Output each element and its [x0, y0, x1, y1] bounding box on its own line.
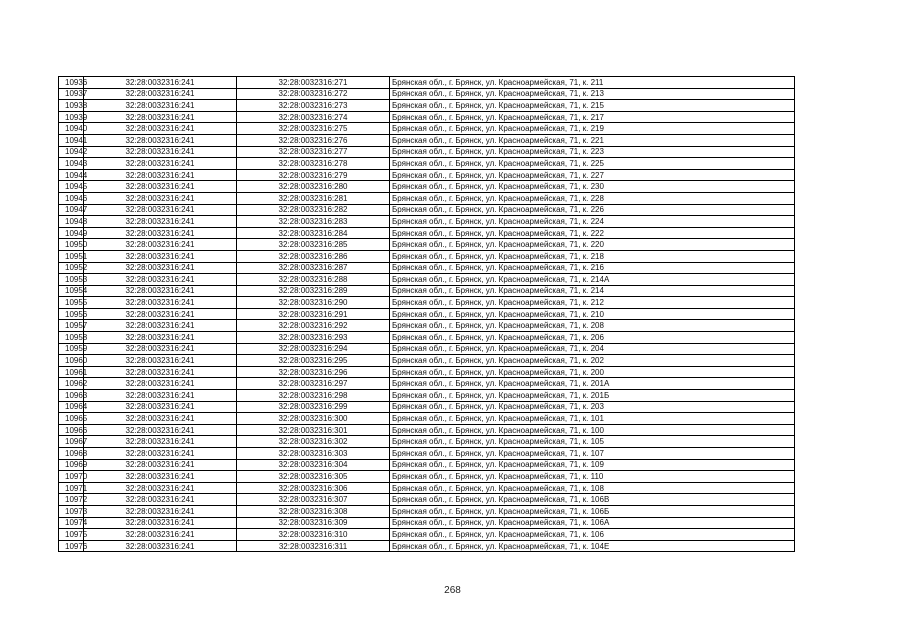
- address-cell: Брянская обл., г. Брянск, ул. Красноармейская, 71, к. 223: [390, 146, 795, 158]
- address-cell: Брянская обл., г. Брянск, ул. Красноармейская, 71, к. 204: [390, 343, 795, 355]
- cadastral-number-cell: 32:28:0032316:302: [237, 436, 390, 448]
- cadastral-number-cell: 32:28:0032316:282: [237, 204, 390, 216]
- table-row: [59, 204, 795, 216]
- cadastral-number-cell: 32:28:0032316:288: [237, 274, 390, 286]
- cadastral-number-cell: 32:28:0032316:308: [237, 505, 390, 517]
- table-row: [59, 308, 795, 320]
- parent-cadastral-number-cell: 32:28:0032316:241: [84, 134, 237, 146]
- table-row: [59, 343, 795, 355]
- table-row: [59, 192, 795, 204]
- table-row: [59, 274, 795, 286]
- address-cell: Брянская обл., г. Брянск, ул. Красноармейская, 71, к. 203: [390, 401, 795, 413]
- cadastral-number-cell: 32:28:0032316:278: [237, 158, 390, 170]
- table-row: [59, 123, 795, 135]
- table-row: [59, 134, 795, 146]
- parent-cadastral-number-cell: 32:28:0032316:241: [84, 436, 237, 448]
- address-cell: Брянская обл., г. Брянск, ул. Красноармейская, 71, к. 228: [390, 192, 795, 204]
- row-number-cell: 10948: [59, 216, 84, 228]
- address-cell: Брянская обл., г. Брянск, ул. Красноармейская, 71, к. 106А: [390, 517, 795, 529]
- parent-cadastral-number-cell: 32:28:0032316:241: [84, 262, 237, 274]
- parent-cadastral-number-cell: 32:28:0032316:241: [84, 494, 237, 506]
- cadastral-number-cell: 32:28:0032316:300: [237, 413, 390, 425]
- address-cell: Брянская обл., г. Брянск, ул. Красноармейская, 71, к. 219: [390, 123, 795, 135]
- address-cell: Брянская обл., г. Брянск, ул. Красноармейская, 71, к. 100: [390, 424, 795, 436]
- row-number-cell: 10968: [59, 448, 84, 460]
- address-cell: Брянская обл., г. Брянск, ул. Красноармейская, 71, к. 210: [390, 308, 795, 320]
- parent-cadastral-number-cell: 32:28:0032316:241: [84, 448, 237, 460]
- table-row: [59, 169, 795, 181]
- row-number-cell: 10962: [59, 378, 84, 390]
- address-cell: Брянская обл., г. Брянск, ул. Красноармейская, 71, к. 208: [390, 320, 795, 332]
- table-row: [59, 262, 795, 274]
- cadastral-number-cell: 32:28:0032316:303: [237, 448, 390, 460]
- cadastral-number-cell: 32:28:0032316:289: [237, 285, 390, 297]
- row-number-cell: 10963: [59, 390, 84, 402]
- cadastral-number-cell: 32:28:0032316:277: [237, 146, 390, 158]
- address-cell: Брянская обл., г. Брянск, ул. Красноармейская, 71, к. 227: [390, 169, 795, 181]
- address-cell: Брянская обл., г. Брянск, ул. Красноармейская, 71, к. 225: [390, 158, 795, 170]
- row-number-cell: 10951: [59, 250, 84, 262]
- cadastral-number-cell: 32:28:0032316:276: [237, 134, 390, 146]
- address-cell: Брянская обл., г. Брянск, ул. Красноармейская, 71, к. 224: [390, 216, 795, 228]
- cadastral-number-cell: 32:28:0032316:285: [237, 239, 390, 251]
- address-cell: Брянская обл., г. Брянск, ул. Красноармейская, 71, к. 213: [390, 88, 795, 100]
- row-number-cell: 10939: [59, 111, 84, 123]
- row-number-cell: 10953: [59, 274, 84, 286]
- table-row: [59, 424, 795, 436]
- parent-cadastral-number-cell: 32:28:0032316:241: [84, 308, 237, 320]
- cadastral-number-cell: 32:28:0032316:309: [237, 517, 390, 529]
- table-row: [59, 181, 795, 193]
- parent-cadastral-number-cell: 32:28:0032316:241: [84, 343, 237, 355]
- row-number-cell: 10971: [59, 482, 84, 494]
- row-number-cell: 10941: [59, 134, 84, 146]
- table-row: [59, 459, 795, 471]
- records-table: [58, 76, 795, 552]
- records-body: [59, 77, 795, 552]
- cadastral-number-cell: 32:28:0032316:310: [237, 529, 390, 541]
- address-cell: Брянская обл., г. Брянск, ул. Красноармейская, 71, к. 222: [390, 227, 795, 239]
- parent-cadastral-number-cell: 32:28:0032316:241: [84, 471, 237, 483]
- table-row: [59, 355, 795, 367]
- cadastral-number-cell: 32:28:0032316:304: [237, 459, 390, 471]
- parent-cadastral-number-cell: 32:28:0032316:241: [84, 146, 237, 158]
- cadastral-number-cell: 32:28:0032316:296: [237, 366, 390, 378]
- row-number-cell: 10958: [59, 332, 84, 344]
- table-row: [59, 88, 795, 100]
- row-number-cell: 10950: [59, 239, 84, 251]
- cadastral-number-cell: 32:28:0032316:274: [237, 111, 390, 123]
- parent-cadastral-number-cell: 32:28:0032316:241: [84, 216, 237, 228]
- cadastral-number-cell: 32:28:0032316:271: [237, 77, 390, 89]
- cadastral-number-cell: 32:28:0032316:294: [237, 343, 390, 355]
- parent-cadastral-number-cell: 32:28:0032316:241: [84, 297, 237, 309]
- row-number-cell: 10972: [59, 494, 84, 506]
- cadastral-number-cell: 32:28:0032316:295: [237, 355, 390, 367]
- row-number-cell: 10967: [59, 436, 84, 448]
- row-number-cell: 10969: [59, 459, 84, 471]
- parent-cadastral-number-cell: 32:28:0032316:241: [84, 413, 237, 425]
- parent-cadastral-number-cell: 32:28:0032316:241: [84, 505, 237, 517]
- parent-cadastral-number-cell: 32:28:0032316:241: [84, 285, 237, 297]
- table-row: [59, 448, 795, 460]
- row-number-cell: 10959: [59, 343, 84, 355]
- address-cell: Брянская обл., г. Брянск, ул. Красноармейская, 71, к. 212: [390, 297, 795, 309]
- row-number-cell: 10957: [59, 320, 84, 332]
- parent-cadastral-number-cell: 32:28:0032316:241: [84, 355, 237, 367]
- row-number-cell: 10936: [59, 77, 84, 89]
- parent-cadastral-number-cell: 32:28:0032316:241: [84, 123, 237, 135]
- parent-cadastral-number-cell: 32:28:0032316:241: [84, 424, 237, 436]
- row-number-cell: 10945: [59, 181, 84, 193]
- table-row: [59, 332, 795, 344]
- row-number-cell: 10947: [59, 204, 84, 216]
- cadastral-number-cell: 32:28:0032316:280: [237, 181, 390, 193]
- row-number-cell: 10961: [59, 366, 84, 378]
- row-number-cell: 10949: [59, 227, 84, 239]
- table-row: [59, 517, 795, 529]
- row-number-cell: 10966: [59, 424, 84, 436]
- row-number-cell: 10938: [59, 100, 84, 112]
- table-row: [59, 366, 795, 378]
- row-number-cell: 10964: [59, 401, 84, 413]
- parent-cadastral-number-cell: 32:28:0032316:241: [84, 390, 237, 402]
- cadastral-number-cell: 32:28:0032316:272: [237, 88, 390, 100]
- cadastral-number-cell: 32:28:0032316:290: [237, 297, 390, 309]
- parent-cadastral-number-cell: 32:28:0032316:241: [84, 169, 237, 181]
- cadastral-number-cell: 32:28:0032316:284: [237, 227, 390, 239]
- cadastral-number-cell: 32:28:0032316:306: [237, 482, 390, 494]
- cadastral-number-cell: 32:28:0032316:299: [237, 401, 390, 413]
- table-row: [59, 482, 795, 494]
- row-number-cell: 10970: [59, 471, 84, 483]
- table-row: [59, 378, 795, 390]
- row-number-cell: 10974: [59, 517, 84, 529]
- address-cell: Брянская обл., г. Брянск, ул. Красноармейская, 71, к. 217: [390, 111, 795, 123]
- parent-cadastral-number-cell: 32:28:0032316:241: [84, 158, 237, 170]
- row-number-cell: 10960: [59, 355, 84, 367]
- page-number: 268: [444, 585, 461, 596]
- parent-cadastral-number-cell: 32:28:0032316:241: [84, 482, 237, 494]
- address-cell: Брянская обл., г. Брянск, ул. Красноармейская, 71, к. 106В: [390, 494, 795, 506]
- parent-cadastral-number-cell: 32:28:0032316:241: [84, 204, 237, 216]
- parent-cadastral-number-cell: 32:28:0032316:241: [84, 459, 237, 471]
- row-number-cell: 10946: [59, 192, 84, 204]
- cadastral-number-cell: 32:28:0032316:307: [237, 494, 390, 506]
- cadastral-number-cell: 32:28:0032316:293: [237, 332, 390, 344]
- table-row: [59, 471, 795, 483]
- table-row: [59, 158, 795, 170]
- row-number-cell: 10937: [59, 88, 84, 100]
- row-number-cell: 10942: [59, 146, 84, 158]
- parent-cadastral-number-cell: 32:28:0032316:241: [84, 517, 237, 529]
- address-cell: Брянская обл., г. Брянск, ул. Красноармейская, 71, к. 201Б: [390, 390, 795, 402]
- row-number-cell: 10944: [59, 169, 84, 181]
- cadastral-number-cell: 32:28:0032316:298: [237, 390, 390, 402]
- address-cell: Брянская обл., г. Брянск, ул. Красноармейская, 71, к. 108: [390, 482, 795, 494]
- parent-cadastral-number-cell: 32:28:0032316:241: [84, 320, 237, 332]
- cadastral-number-cell: 32:28:0032316:305: [237, 471, 390, 483]
- table-row: [59, 529, 795, 541]
- address-cell: Брянская обл., г. Брянск, ул. Красноармейская, 71, к. 101: [390, 413, 795, 425]
- parent-cadastral-number-cell: 32:28:0032316:241: [84, 192, 237, 204]
- row-number-cell: 10955: [59, 297, 84, 309]
- table-row: [59, 227, 795, 239]
- parent-cadastral-number-cell: 32:28:0032316:241: [84, 77, 237, 89]
- parent-cadastral-number-cell: 32:28:0032316:241: [84, 332, 237, 344]
- cadastral-number-cell: 32:28:0032316:275: [237, 123, 390, 135]
- row-number-cell: 10943: [59, 158, 84, 170]
- parent-cadastral-number-cell: 32:28:0032316:241: [84, 366, 237, 378]
- cadastral-number-cell: 32:28:0032316:301: [237, 424, 390, 436]
- address-cell: Брянская обл., г. Брянск, ул. Красноармейская, 71, к. 214А: [390, 274, 795, 286]
- parent-cadastral-number-cell: 32:28:0032316:241: [84, 181, 237, 193]
- row-number-cell: 10940: [59, 123, 84, 135]
- cadastral-number-cell: 32:28:0032316:283: [237, 216, 390, 228]
- address-cell: Брянская обл., г. Брянск, ул. Красноармейская, 71, к. 226: [390, 204, 795, 216]
- parent-cadastral-number-cell: 32:28:0032316:241: [84, 227, 237, 239]
- cadastral-number-cell: 32:28:0032316:279: [237, 169, 390, 181]
- address-cell: Брянская обл., г. Брянск, ул. Красноармейская, 71, к. 106: [390, 529, 795, 541]
- table-row: [59, 494, 795, 506]
- table-row: [59, 320, 795, 332]
- row-number-cell: 10973: [59, 505, 84, 517]
- address-cell: Брянская обл., г. Брянск, ул. Красноармейская, 71, к. 202: [390, 355, 795, 367]
- table-row: [59, 250, 795, 262]
- address-cell: Брянская обл., г. Брянск, ул. Красноармейская, 71, к. 104Е: [390, 540, 795, 552]
- table-row: [59, 390, 795, 402]
- table-row: [59, 216, 795, 228]
- row-number-cell: 10954: [59, 285, 84, 297]
- cadastral-number-cell: 32:28:0032316:273: [237, 100, 390, 112]
- cadastral-number-cell: 32:28:0032316:291: [237, 308, 390, 320]
- cadastral-number-cell: 32:28:0032316:297: [237, 378, 390, 390]
- row-number-cell: 10965: [59, 413, 84, 425]
- parent-cadastral-number-cell: 32:28:0032316:241: [84, 540, 237, 552]
- address-cell: Брянская обл., г. Брянск, ул. Красноармейская, 71, к. 105: [390, 436, 795, 448]
- cadastral-number-cell: 32:28:0032316:287: [237, 262, 390, 274]
- parent-cadastral-number-cell: 32:28:0032316:241: [84, 88, 237, 100]
- parent-cadastral-number-cell: 32:28:0032316:241: [84, 239, 237, 251]
- address-cell: Брянская обл., г. Брянск, ул. Красноармейская, 71, к. 109: [390, 459, 795, 471]
- cadastral-number-cell: 32:28:0032316:311: [237, 540, 390, 552]
- parent-cadastral-number-cell: 32:28:0032316:241: [84, 529, 237, 541]
- address-cell: Брянская обл., г. Брянск, ул. Красноармейская, 71, к. 110: [390, 471, 795, 483]
- parent-cadastral-number-cell: 32:28:0032316:241: [84, 401, 237, 413]
- address-cell: Брянская обл., г. Брянск, ул. Красноармейская, 71, к. 216: [390, 262, 795, 274]
- parent-cadastral-number-cell: 32:28:0032316:241: [84, 274, 237, 286]
- address-cell: Брянская обл., г. Брянск, ул. Красноармейская, 71, к. 107: [390, 448, 795, 460]
- table-row: [59, 436, 795, 448]
- address-cell: Брянская обл., г. Брянск, ул. Красноармейская, 71, к. 200: [390, 366, 795, 378]
- table-row: [59, 540, 795, 552]
- address-cell: Брянская обл., г. Брянск, ул. Красноармейская, 71, к. 230: [390, 181, 795, 193]
- table-row: [59, 413, 795, 425]
- table-row: [59, 146, 795, 158]
- parent-cadastral-number-cell: 32:28:0032316:241: [84, 250, 237, 262]
- table-row: [59, 100, 795, 112]
- cadastral-number-cell: 32:28:0032316:281: [237, 192, 390, 204]
- row-number-cell: 10956: [59, 308, 84, 320]
- address-cell: Брянская обл., г. Брянск, ул. Красноармейская, 71, к. 215: [390, 100, 795, 112]
- row-number-cell: 10952: [59, 262, 84, 274]
- row-number-cell: 10976: [59, 540, 84, 552]
- parent-cadastral-number-cell: 32:28:0032316:241: [84, 100, 237, 112]
- address-cell: Брянская обл., г. Брянск, ул. Красноармейская, 71, к. 220: [390, 239, 795, 251]
- address-cell: Брянская обл., г. Брянск, ул. Красноармейская, 71, к. 218: [390, 250, 795, 262]
- address-cell: Брянская обл., г. Брянск, ул. Красноармейская, 71, к. 211: [390, 77, 795, 89]
- parent-cadastral-number-cell: 32:28:0032316:241: [84, 378, 237, 390]
- table-row: [59, 297, 795, 309]
- parent-cadastral-number-cell: 32:28:0032316:241: [84, 111, 237, 123]
- table-row: [59, 77, 795, 89]
- table-row: [59, 111, 795, 123]
- address-cell: Брянская обл., г. Брянск, ул. Красноармейская, 71, к. 201А: [390, 378, 795, 390]
- cadastral-number-cell: 32:28:0032316:292: [237, 320, 390, 332]
- table-row: [59, 239, 795, 251]
- address-cell: Брянская обл., г. Брянск, ул. Красноармейская, 71, к. 106Б: [390, 505, 795, 517]
- address-cell: Брянская обл., г. Брянск, ул. Красноармейская, 71, к. 214: [390, 285, 795, 297]
- table-row: [59, 505, 795, 517]
- address-cell: Брянская обл., г. Брянск, ул. Красноармейская, 71, к. 221: [390, 134, 795, 146]
- table-row: [59, 285, 795, 297]
- cadastral-number-cell: 32:28:0032316:286: [237, 250, 390, 262]
- address-cell: Брянская обл., г. Брянск, ул. Красноармейская, 71, к. 206: [390, 332, 795, 344]
- table-row: [59, 401, 795, 413]
- row-number-cell: 10975: [59, 529, 84, 541]
